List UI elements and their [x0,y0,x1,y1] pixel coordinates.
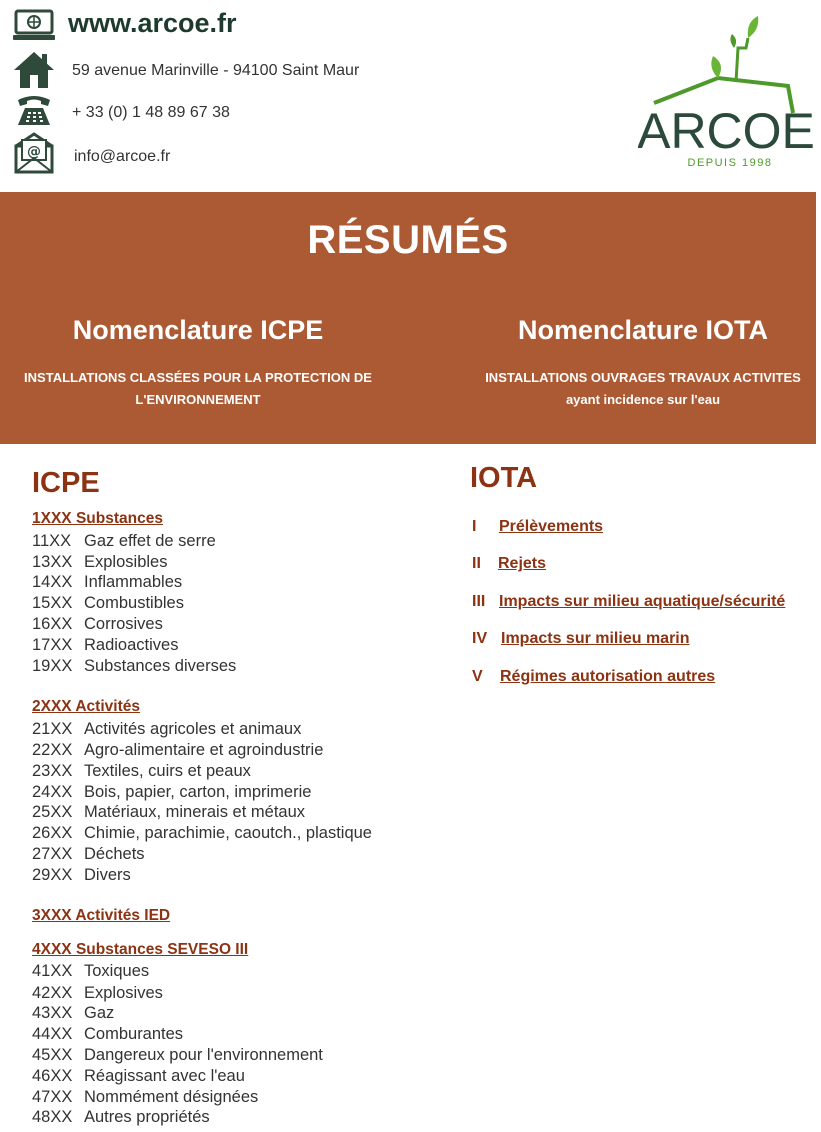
svg-text:@: @ [27,144,41,160]
category-activites[interactable]: 2XXX Activités [32,698,140,715]
arcoe-logo [638,8,814,173]
list-item: 42XX Explosives [32,984,163,1002]
phone-text: + 33 (0) 1 48 89 67 38 [72,104,230,121]
summary-banner [0,192,816,444]
address-text: 59 avenue Marinville - 94100 Saint Maur [72,62,360,79]
list-item: 25XX Matériaux, minerais et métaux [32,803,306,821]
list-item: 11XX Gaz effet de serre [32,532,216,550]
website-link[interactable]: www.arcoe.fr [68,8,237,38]
list-item: 19XX Substances diverses [32,657,237,675]
category-substances[interactable]: 1XXX Substances [32,510,163,527]
iota-item-prelevements[interactable]: I Prélèvements [472,518,604,535]
iota-nomenclature-subtitle: INSTALLATIONS OUVRAGES TRAVAUX ACTIVITES ayant incidence sur l'eau [485,370,801,407]
list-item: 44XX Comburantes [32,1025,184,1043]
list-item: 13XX Explosibles [32,553,168,571]
list-item: 29XX Divers [32,866,131,884]
computer-icon [12,8,56,48]
list-item: 15XX Combustibles [32,594,184,612]
list-item: 22XX Agro-alimentaire et agroindustrie [32,741,324,759]
icpe-nomenclature-title: Nomenclature ICPE [72,315,324,345]
list-item: 47XX Nommément désignées [32,1088,259,1106]
iota-nomenclature-title: Nomenclature IOTA [517,315,769,345]
category-seveso[interactable]: 4XXX Substances SEVESO III [32,941,249,958]
category-activites-ied[interactable]: 3XXX Activités IED [32,907,171,924]
email-text[interactable]: info@arcoe.fr [74,148,171,165]
list-item: 41XX Toxiques [32,962,150,980]
telephone-icon [12,94,56,134]
list-item: 14XX Inflammables [32,573,183,591]
email-icon [12,132,56,172]
iota-item-rejets[interactable]: II Rejets [472,555,547,572]
list-item: 21XX Activités agricoles et animaux [32,720,302,738]
iota-item-milieu-marin[interactable]: IV Impacts sur milieu marin [472,630,690,647]
logo-tagline: DEPUIS 1998 [687,157,773,169]
icpe-section-title: ICPE [32,467,100,499]
list-item: 26XX Chimie, parachimie, caoutch., plastique [32,824,372,842]
list-item: 46XX Réagissant avec l'eau [32,1067,245,1085]
list-item: 16XX Corrosives [32,615,163,633]
icpe-nomenclature-subtitle: INSTALLATIONS CLASSÉES POUR LA PROTECTION DE L'ENVIRONNEMENT [24,370,372,407]
list-item: 45XX Dangereux pour l'environnement [32,1046,323,1064]
iota-item-milieu-aquatique[interactable]: III Impacts sur milieu aquatique/sécurité [472,593,786,610]
list-item: 43XX Gaz [32,1004,115,1022]
iota-item-regimes-autorisation[interactable]: V Régimes autorisation autres [472,668,716,685]
list-item: 27XX Déchets [32,845,145,863]
logo-text: ARCOE [638,103,814,159]
iota-section-title: IOTA [470,462,538,494]
list-item: 48XX Autres propriétés [32,1108,210,1126]
list-item: 24XX Bois, papier, carton, imprimerie [32,783,312,801]
house-icon [12,50,56,90]
banner-title: RÉSUMÉS [307,218,509,262]
list-item: 17XX Radioactives [32,636,179,654]
list-item: 23XX Textiles, cuirs et peaux [32,762,251,780]
